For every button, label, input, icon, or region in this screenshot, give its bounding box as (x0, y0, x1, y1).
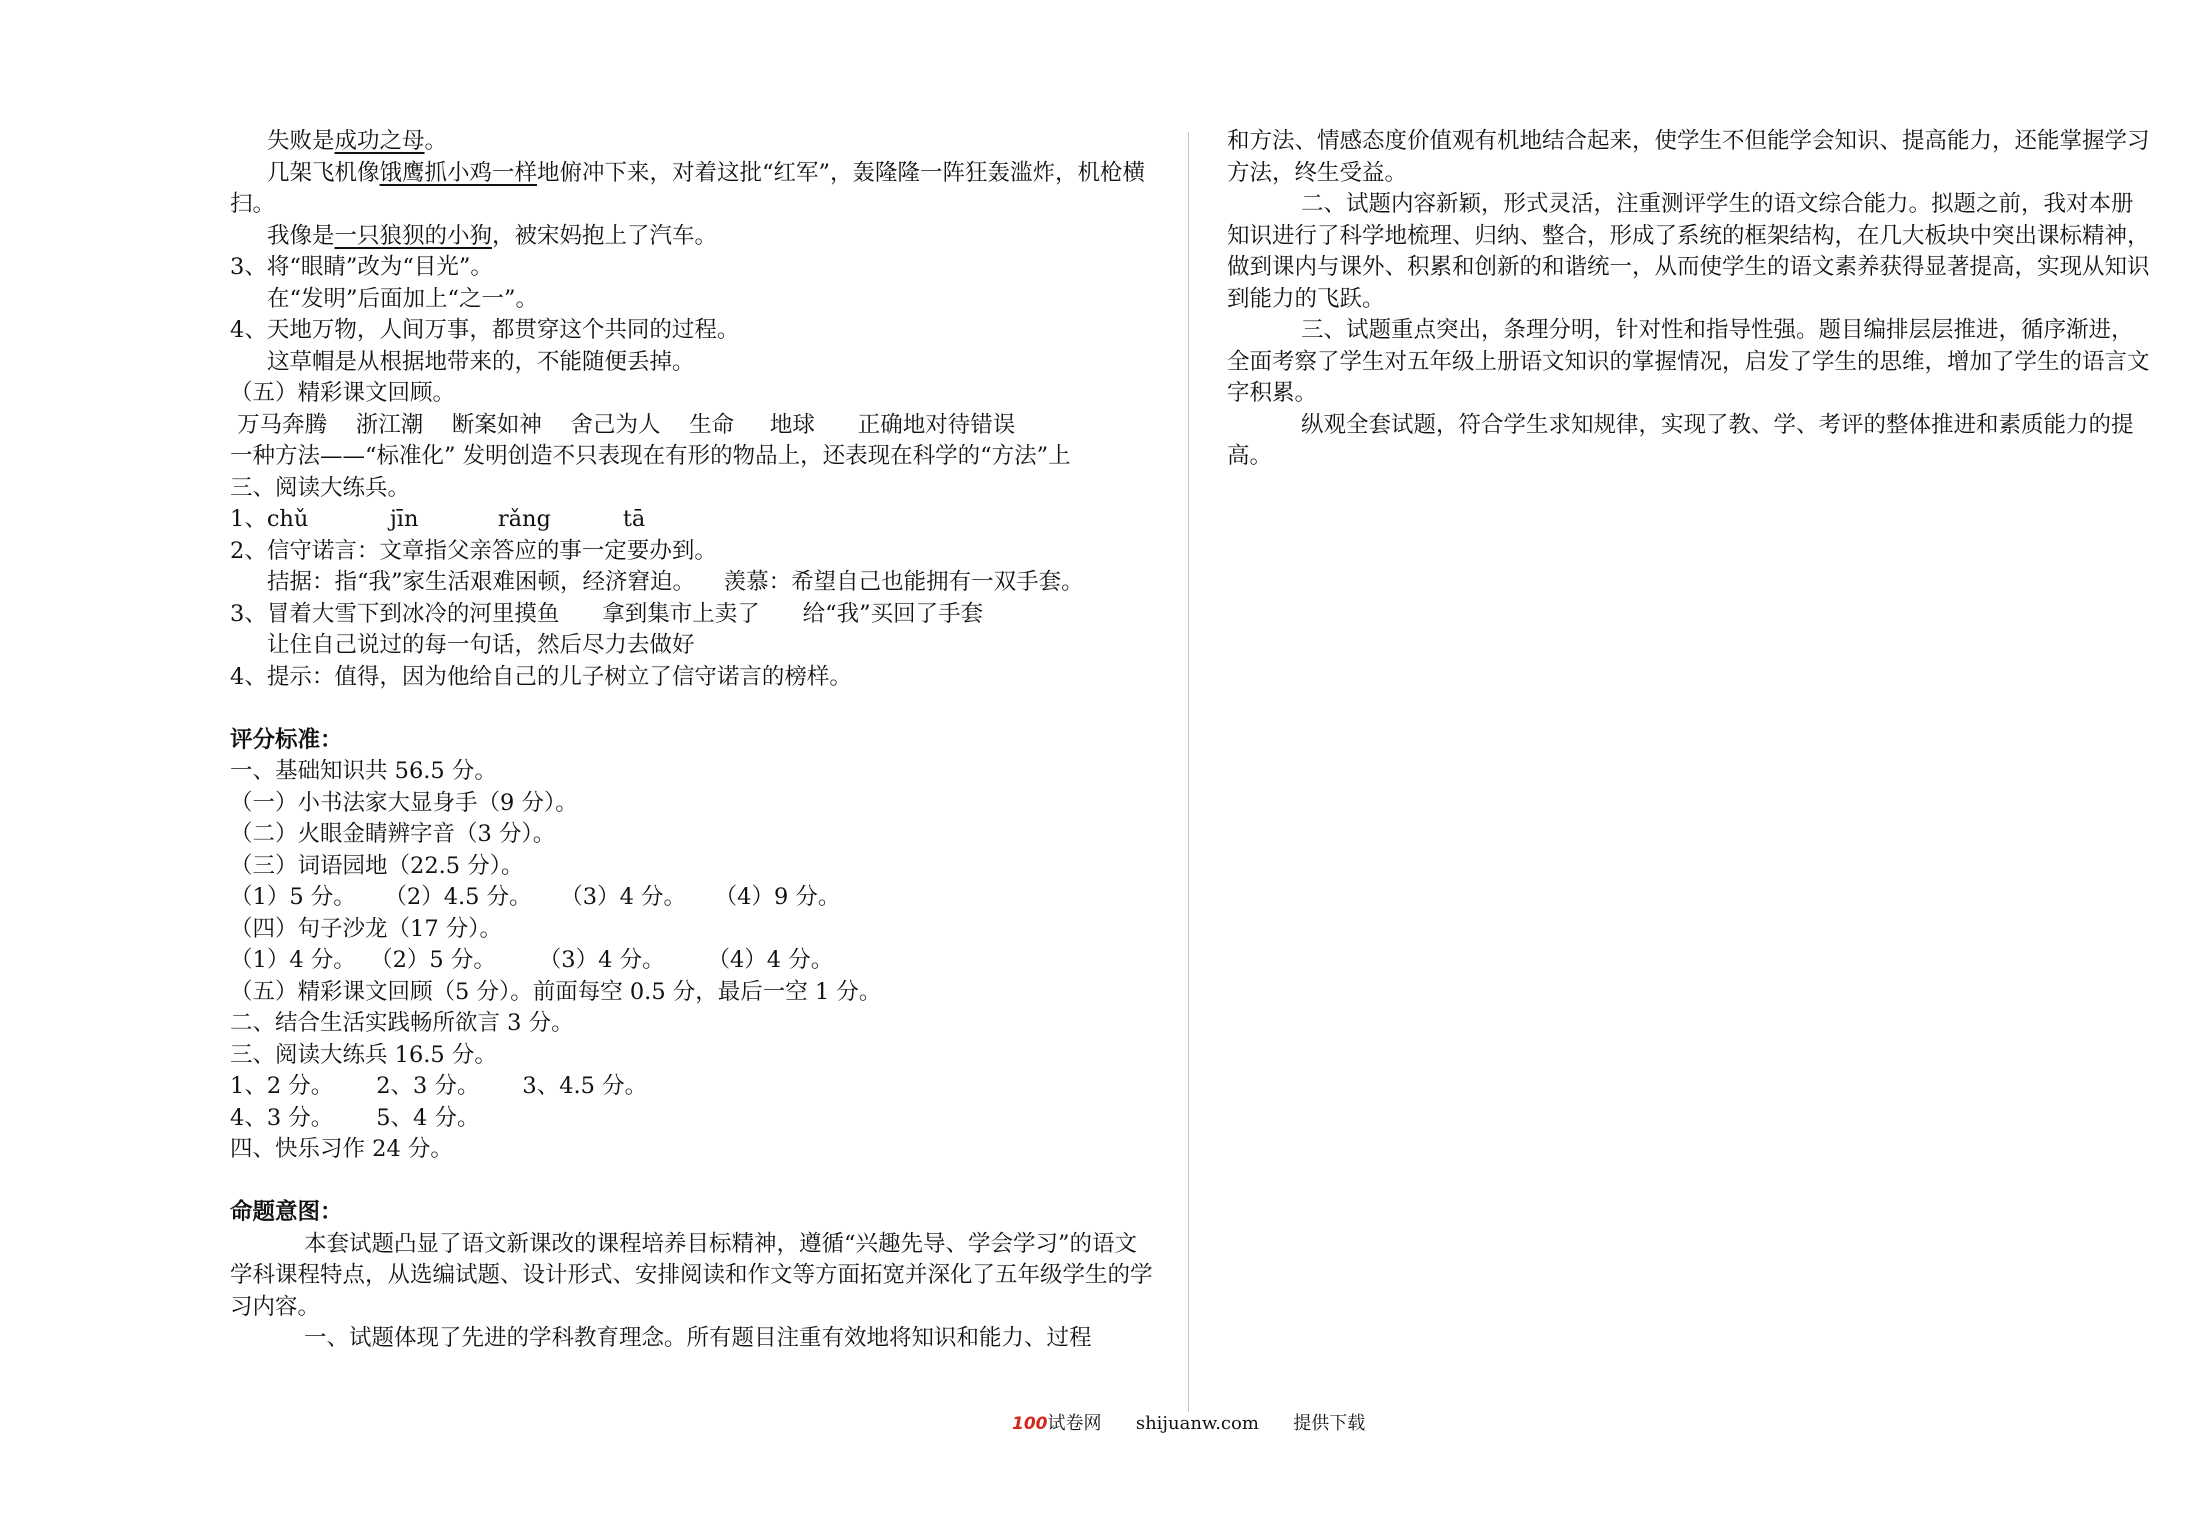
paragraph: 和方法、情感态度价值观有机地结合起来，使学生不但能学会知识、提高能力，还能掌握学习方法，终生受益。 (1227, 128, 2150, 186)
section-heading: （五）精彩课文回顾。 (230, 380, 456, 406)
site-domain[interactable]: shijuanw.com (1135, 1413, 1259, 1434)
scoring-title: 评分标准： (230, 726, 343, 753)
answer-line: 4、提示：值得，因为他给自己的儿子树立了信守诺言的榜样。 (230, 663, 852, 690)
answer-line: 3、冒着大雪下到冰冷的河里摸鱼 拿到集市上卖了 给“我”买回了手套 (230, 600, 984, 627)
score-line: （五）精彩课文回顾（5 分）。前面每空 0.5 分，最后一空 1 分。 (230, 978, 882, 1005)
site-logo: 100 (1012, 1414, 1048, 1434)
underlined-answer: 一只狼狈的小狗 (334, 222, 493, 249)
paragraph: 本套试题凸显了语文新课改的课程培养目标精神，遵循“兴趣先导、学会学习”的语文学科课程特点，从选编试题、设计形式、安排阅读和作文等方面拓宽并深化了五年级学生的学习内容。 (230, 1230, 1153, 1320)
paragraph: 一、试题体现了先进的学科教育理念。所有题目注重有效地将知识和能力、过程 (304, 1325, 1092, 1351)
score-line: （二）火眼金睛辨字音（3 分）。 (230, 821, 556, 847)
paragraph: 三、试题重点突出，条理分明，针对性和指导性强。题目编排层层推进，循序渐进，全面考察了学生对五年级上册语文知识的掌握情况，启发了学生的思维，增加了学生的语言文字积累。 (1227, 317, 2150, 406)
intent-title: 命题意图： (230, 1199, 343, 1225)
site-name: 试卷网 (1047, 1413, 1102, 1434)
answer-line (230, 126, 1155, 158)
score-line: 四、快乐习作 24 分。 (230, 1136, 453, 1162)
pinyin-answers (230, 504, 1155, 536)
text: 地俯冲下来，对着这批“红军”，轰隆隆一阵狂轰滥炸，机枪横扫。 (230, 159, 1146, 217)
underlined-answer: 饿鹰抓小鸡一样 (379, 159, 538, 186)
pinyin-item: chǔ (266, 506, 309, 532)
score-line: （三）词语园地（22.5 分）。 (230, 852, 524, 879)
pinyin-item: rǎng (497, 506, 551, 532)
left-column (230, 126, 1155, 1355)
page-footer (1012, 1409, 1365, 1435)
answer-line: 在“发明”后面加上“之一”。 (267, 285, 539, 312)
text: 。 (424, 128, 448, 154)
score-line: （一）小书法家大显身手（9 分）。 (230, 789, 578, 816)
text: 我像是 (267, 222, 335, 249)
score-line: 二、结合生活实践畅所欲言 3 分。 (230, 1010, 574, 1036)
score-line: 4、3 分。 5、4 分。 (230, 1104, 480, 1131)
answer-line: 2、信守诺言：文章指父亲答应的事一定要办到。 (230, 537, 717, 564)
answer-line: 让住自己说过的每一句话，然后尽力去做好 (267, 632, 695, 658)
answer-line (230, 221, 1155, 253)
score-line: （1）4 分。 （2）5 分。 （3）4 分。 （4）4 分。 (230, 947, 834, 973)
text: ，被宋妈抱上了汽车。 (492, 222, 718, 249)
score-line: （1）5 分。 （2）4.5 分。 （3）4 分。 （4）9 分。 (230, 884, 841, 910)
pinyin-item: jīn (389, 506, 419, 532)
answer-line (230, 158, 1155, 221)
text: 几架飞机像 (267, 159, 380, 186)
answer-line: 3、将“眼睛”改为“目光”。 (230, 254, 493, 280)
paragraph: 二、试题内容新颖，形式灵活，注重测评学生的语文综合能力。拟题之前，我对本册知识进行了科学地梳理、归纳、整合，形成了系统的框架结构，在几大板块中突出课标精神，做到课内与课外、积累和创新的和谐统一，从而使学生的语文素养获得显著提高，实现从知识到能力的飞跃。 (1227, 191, 2150, 312)
score-line: （四）句子沙龙（17 分）。 (230, 915, 503, 942)
score-line: 一、基础知识共 56.5 分。 (230, 758, 497, 784)
pinyin-item: tā (622, 506, 646, 532)
answer-line: 4、天地万物，人间万事，都贯穿这个共同的过程。 (230, 317, 740, 343)
right-column (1227, 126, 2152, 473)
answer-line: 这草帽是从根据地带来的，不能随便丢掉。 (267, 348, 695, 375)
text: 失败是 (267, 128, 335, 154)
download-note: 提供下载 (1293, 1413, 1366, 1434)
score-line: 三、阅读大练兵 16.5 分。 (230, 1041, 497, 1068)
answer-line: 万马奔腾 浙江潮 断案如神 舍己为人 生命 地球 正确地对待错误 (230, 411, 1016, 438)
underlined-answer: 成功之母 (334, 128, 425, 154)
text: 1、 (230, 506, 267, 532)
answer-line: 拮据：指“我”家生活艰难困顿，经济窘迫。 羡慕：希望自己也能拥有一双手套。 (267, 569, 1084, 595)
column-divider (1188, 132, 1189, 1412)
answer-line: 一种方法——“标准化” 发明创造不只表现在有形的物品上，还表现在科学的“方法”上 (230, 443, 1071, 469)
score-line: 1、2 分。 2、3 分。 3、4.5 分。 (230, 1073, 648, 1099)
section-heading: 三、阅读大练兵。 (230, 474, 411, 501)
paragraph: 纵观全套试题，符合学生求知规律，实现了教、学、考评的整体推进和素质能力的提高。 (1227, 411, 2134, 469)
